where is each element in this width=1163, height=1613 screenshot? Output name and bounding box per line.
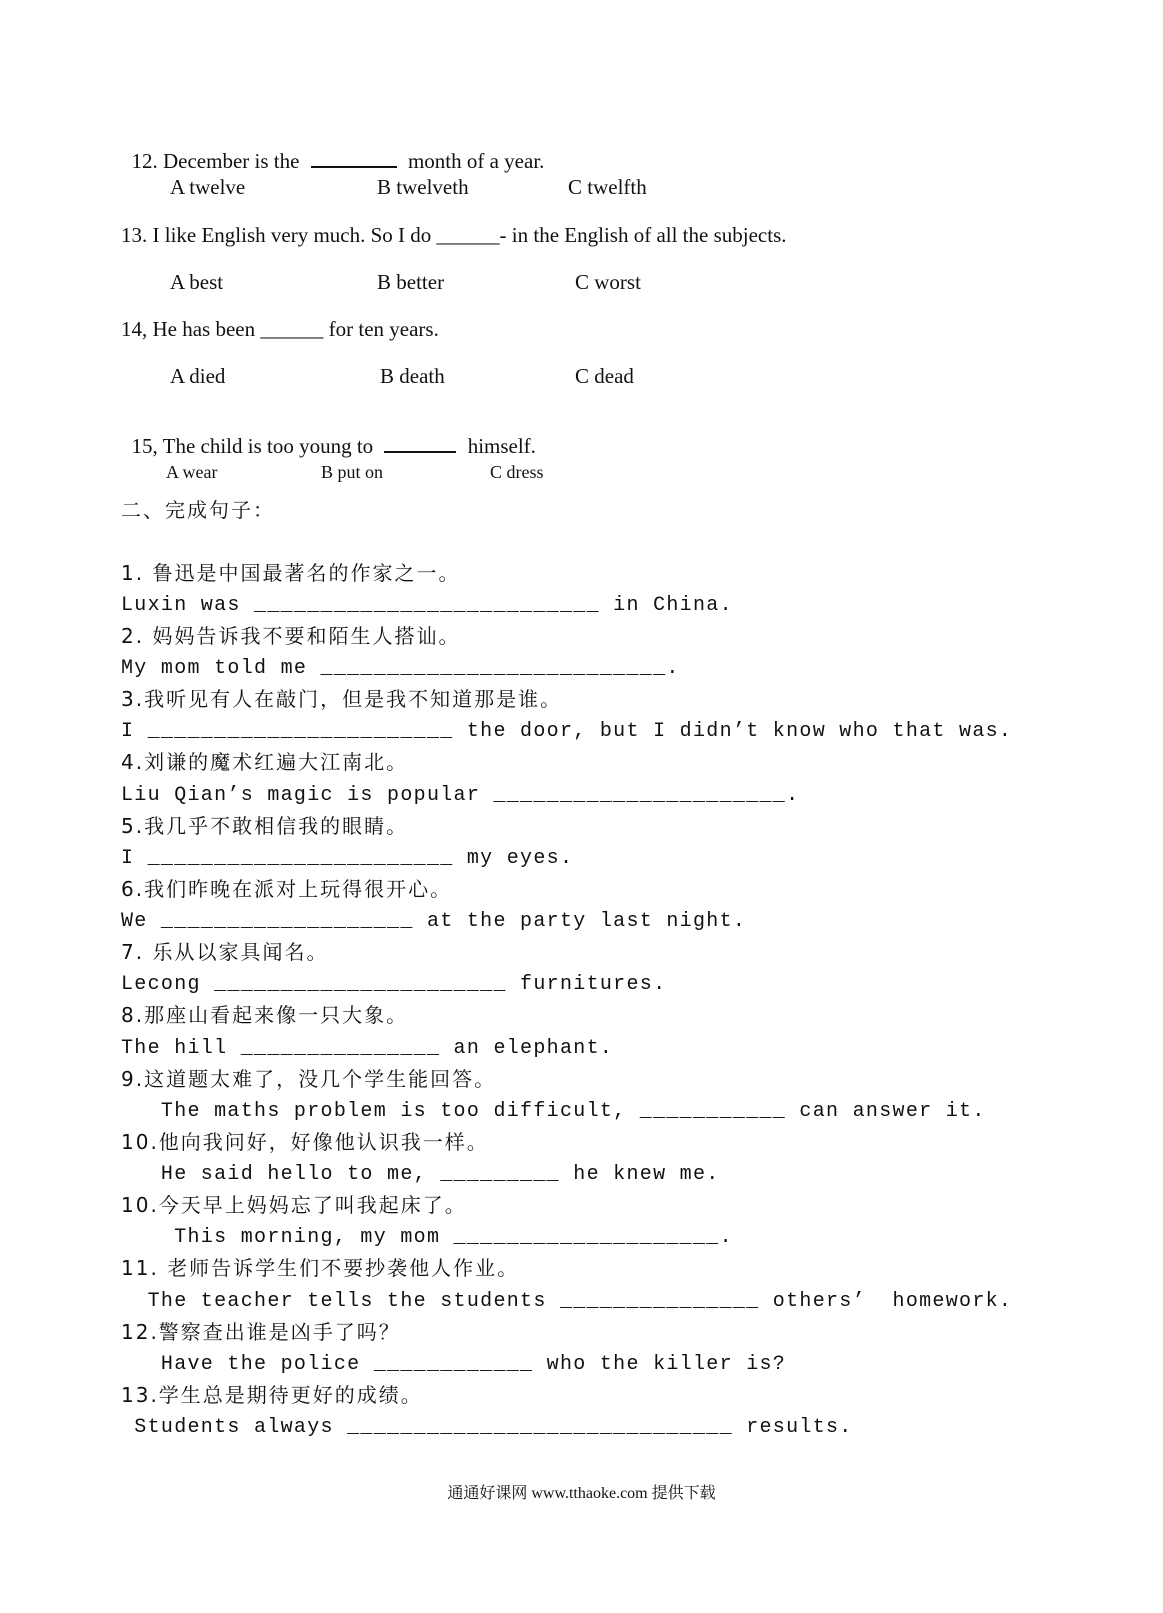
answer-blank <box>384 435 456 453</box>
option-12a: A twelve <box>170 175 246 199</box>
item-3-cn: 3.我听见有人在敲门，但是我不知道那是谁。 <box>121 687 563 711</box>
item-12-en: Have the police ____________ who the killer is? <box>121 1353 787 1376</box>
item-8-en: The hill _______________ an elephant. <box>121 1037 614 1060</box>
item-13-cn: 13.学生总是期待更好的成绩。 <box>121 1383 423 1407</box>
item-11-cn: 11. 老师告诉学生们不要抄袭他人作业。 <box>121 1256 520 1280</box>
option-15c: C dress <box>490 462 544 482</box>
item-10b-cn: 10.今天早上妈妈忘了叫我起床了。 <box>121 1193 467 1217</box>
item-5-cn: 5.我几乎不敢相信我的眼睛。 <box>121 814 409 838</box>
question-14: 14, He has been ______ for ten years. <box>121 317 439 341</box>
item-11-en: The teacher tells the students _______________ others’ homework. <box>121 1290 1013 1313</box>
option-14b: B death <box>380 364 445 388</box>
item-2-en: My mom told me __________________________. <box>121 657 680 680</box>
option-13a: A best <box>170 270 224 294</box>
item-1-en: Luxin was __________________________ in China. <box>121 594 733 617</box>
question-15-pre: 15, The child is too young to <box>131 434 379 458</box>
item-12-cn: 12.警察查出谁是凶手了吗？ <box>121 1320 401 1344</box>
page-footer: 通通好课网 www.tthaoke.com 提供下载 <box>447 1485 716 1502</box>
item-10b-en: This morning, my mom ____________________. <box>121 1226 733 1249</box>
option-15b: B put on <box>321 462 384 482</box>
item-7-en: Lecong ______________________ furnitures. <box>121 973 667 996</box>
option-12c: C twelfth <box>568 175 647 199</box>
item-8-cn: 8.那座山看起来像一只大象。 <box>121 1003 409 1027</box>
option-13b: B better <box>377 270 445 294</box>
option-13c: C worst <box>575 270 641 294</box>
item-5-en: I _______________________ my eyes. <box>121 847 574 870</box>
question-12 <box>121 129 544 172</box>
item-7-cn: 7. 乐从以家具闻名。 <box>121 940 329 964</box>
item-3-en: I _______________________ the door, but I didn’t know who that was. <box>121 720 1013 743</box>
item-9-en: The maths problem is too difficult, ___________ can answer it. <box>121 1100 986 1123</box>
option-15a: A wear <box>166 462 218 482</box>
question-13: 13. I like English very much. So I do ______- in the English of all the subjects. <box>121 223 787 247</box>
item-10-cn: 10.他向我问好，好像他认识我一样。 <box>121 1130 489 1154</box>
item-2-cn: 2. 妈妈告诉我不要和陌生人搭讪。 <box>121 624 461 648</box>
section-heading: 二、完成句子： <box>121 498 275 522</box>
question-15-post: himself. <box>462 434 536 458</box>
option-14c: C dead <box>575 364 634 388</box>
question-12-post: month of a year. <box>402 149 545 173</box>
answer-blank <box>311 150 397 168</box>
item-10-en: He said hello to me, _________ he knew me. <box>121 1163 720 1186</box>
item-6-cn: 6.我们昨晚在派对上玩得很开心。 <box>121 877 453 901</box>
item-13-en: Students always _____________________________ results. <box>121 1416 853 1439</box>
option-12b: B twelveth <box>377 175 469 199</box>
question-15 <box>121 414 536 457</box>
item-9-cn: 9.这道题太难了，没几个学生能回答。 <box>121 1067 497 1091</box>
item-4-en: Liu Qian’s magic is popular ______________________. <box>121 784 800 807</box>
item-1-cn: 1. 鲁迅是中国最著名的作家之一。 <box>121 561 461 585</box>
item-4-cn: 4.刘谦的魔术红遍大江南北。 <box>121 750 409 774</box>
option-14a: A died <box>170 364 226 388</box>
item-6-en: We ___________________ at the party last night. <box>121 910 747 933</box>
question-12-pre: 12. December is the <box>131 149 305 173</box>
